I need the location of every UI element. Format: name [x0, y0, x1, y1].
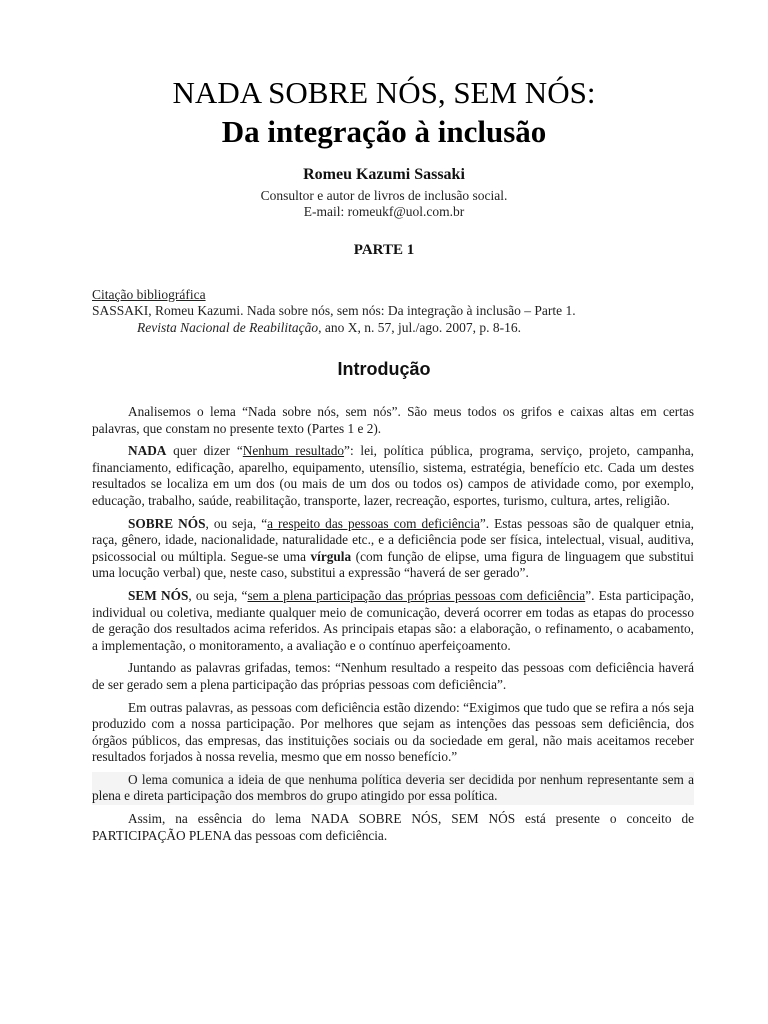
- underlined-phrase: Nenhum resultado: [242, 443, 345, 459]
- paragraph-4-text-b: ”. Esta participação, individual ou coletiva, mediante qualquer meio de comunicação, deverá ocorrer em todas as etapas do processo de geração dos resultados acima referidos. As principais etapas são: a elaboração, o refinamento, o acabamento, a implementação, o monitoramento, a avaliação e o contínuo aperfeiçoamento.: [92, 587, 695, 653]
- keyword-nada: NADA: [128, 443, 167, 459]
- paragraph-7: O lema comunica a ideia de que nenhuma política deveria ser decidida por nenhum representante sem a plena e direta participação dos membros do grupo atingido por essa política.: [92, 771, 694, 804]
- citation-label: Citação bibliográfica: [92, 287, 206, 302]
- keyword-sem-nos: SEM NÓS: [128, 587, 189, 603]
- paragraph-4: [92, 588, 694, 654]
- paragraph-1: Analisemos o lema “Nada sobre nós, sem nós”. São meus todos os grifos e caixas altas em certas palavras, que constam no presente texto (Partes 1 e 2).: [92, 404, 694, 436]
- section-title: Introdução: [337, 359, 431, 379]
- paragraph-3: [92, 516, 694, 582]
- author-name: Romeu Kazumi Sassaki: [303, 166, 465, 183]
- underlined-phrase: sem a plena participação das próprias pessoas com deficiência: [247, 587, 586, 603]
- keyword-sobre-nos: SOBRE NÓS: [128, 515, 206, 531]
- citation-journal: Revista Nacional de Reabilitação: [137, 320, 319, 335]
- underlined-phrase: a respeito das pessoas com deficiência: [267, 515, 480, 531]
- citation-line-1: SASSAKI, Romeu Kazumi. Nada sobre nós, sem nós: Da integração à inclusão – Parte 1.: [92, 303, 576, 318]
- body-text: [92, 404, 694, 850]
- paragraph-3-text-b: ”. Estas pessoas são de qualquer etnia, raça, gênero, idade, nacionalidade, naturalidade etc., e a deficiência pode ser física, intelectual, visual, auditiva, psicossocial ou múltipla. Segue-se uma: [92, 515, 694, 564]
- title-line-2: Da integração à inclusão: [221, 114, 547, 149]
- citation-line-2: [137, 319, 521, 336]
- paragraph-4-text-a: , ou seja, “: [188, 587, 248, 603]
- paragraph-5: Juntando as palavras grifadas, temos: “Nenhum resultado a respeito das pessoas com deficiência haverá de ser gerado sem a plena participação das próprias pessoas com deficiência”.: [92, 660, 694, 692]
- citation-details: , ano X, n. 57, jul./ago. 2007, p. 8-16.: [318, 320, 521, 335]
- paragraph-3-text-c: (com função de elipse, uma figura de linguagem que substitui uma locução verbal) que, neste caso, substitui a expressão “haverá de ser gerado”.: [92, 548, 694, 581]
- title-line-1: NADA SOBRE NÓS, SEM NÓS:: [172, 75, 596, 110]
- bold-word: vírgula: [310, 548, 352, 564]
- part-heading: PARTE 1: [353, 242, 415, 258]
- paragraph-2: [92, 443, 694, 509]
- paragraph-2-text-a: quer dizer “: [166, 443, 243, 459]
- paragraph-2-text-b: ”: lei, política pública, programa, serviço, projeto, campanha, financiamento, edificação, aparelho, equipamento, utensílio, sistema, estratégia, benefício etc. Cada um destes resultados se localiza em um dos (ou mais de um dos ou todos os) campos de atividade como, por exemplo, educação, trabalho, saúde, reabilitação, transporte, lazer, recreação, esportes, turismo, cultura, artes, religião.: [92, 443, 695, 508]
- author-affiliation: Consultor e autor de livros de inclusão social.: [260, 188, 508, 203]
- paragraph-6: Em outras palavras, as pessoas com deficiência estão dizendo: “Exigimos que tudo que se refira a nós seja produzido com a nossa participação. Por melhores que sejam as intenções das pessoas sem deficiência, dos órgãos públicos, das empresas, das instituições sociais ou da sociedade em geral, não mais aceitamos receber resultados forjados à nossa revelia, mesmo que em nosso benefício.”: [92, 699, 694, 765]
- paragraph-3-text-a: , ou seja, “: [205, 515, 268, 531]
- author-email: E-mail: romeukf@uol.com.br: [303, 204, 465, 219]
- paragraph-8: Assim, na essência do lema NADA SOBRE NÓS, SEM NÓS está presente o conceito de PARTICIPAÇÃO PLENA das pessoas com deficiência.: [92, 811, 694, 843]
